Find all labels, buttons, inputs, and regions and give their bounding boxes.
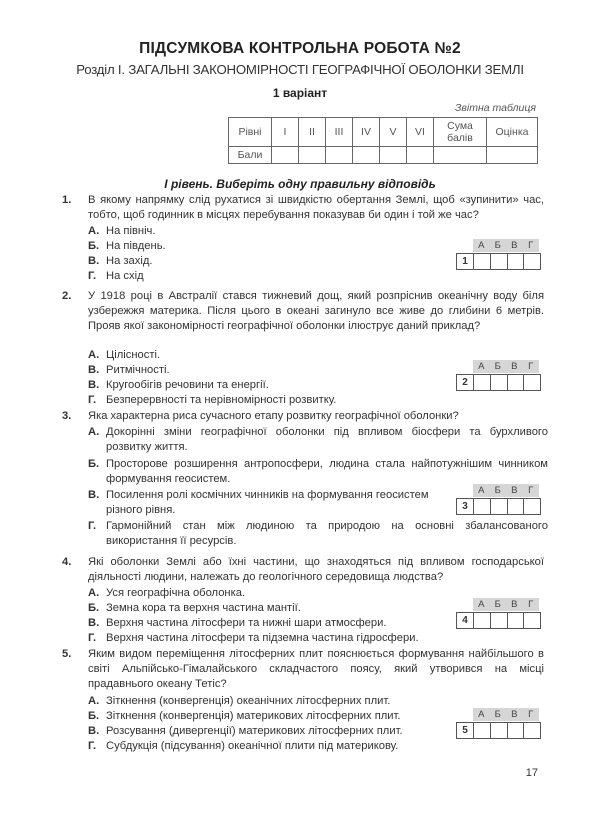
- score-table-header: Рівні: [229, 118, 272, 147]
- option: [88, 488, 448, 518]
- answer-grid-number: 1: [462, 256, 468, 267]
- answer-box-a[interactable]: [473, 499, 490, 514]
- option-text: На північ.: [106, 225, 156, 237]
- option: [88, 378, 269, 393]
- answer-box-v[interactable]: [507, 499, 524, 514]
- score-table-header: IV: [353, 118, 380, 147]
- score-total-cell[interactable]: [434, 147, 487, 164]
- grid-letter: В: [511, 709, 518, 720]
- answer-grid-header: [473, 360, 539, 373]
- grid-letter: Б: [494, 240, 501, 251]
- answer-grid-header: [473, 598, 539, 611]
- answer-grid-number: 3: [462, 501, 468, 512]
- answer-box-g[interactable]: [523, 613, 540, 628]
- level-heading: І рівень. Виберіть одну правильну відповідь: [164, 177, 436, 191]
- option-letter: А.: [88, 587, 100, 599]
- option: [88, 631, 419, 646]
- section-subtitle: Розділ І. ЗАГАЛЬНІ ЗАКОНОМІРНОСТІ ГЕОГРАФІЧНОЇ ОБОЛОНКИ ЗЕМЛІ: [76, 62, 524, 77]
- option-letter: Г.: [88, 740, 97, 752]
- grid-letter: А: [478, 709, 485, 720]
- answer-grid-header: [473, 708, 539, 721]
- option-text: Земна кора та верхня частина мантії.: [106, 602, 301, 614]
- grid-letter: В: [511, 485, 518, 496]
- option: [88, 393, 336, 408]
- option-text: Розсування (дивергенції) материкових літосферних плит.: [106, 725, 403, 737]
- question-number: 5.: [62, 648, 72, 660]
- option: [88, 425, 548, 455]
- option: [88, 269, 144, 284]
- option-letter: А.: [88, 225, 100, 237]
- option: [88, 224, 156, 239]
- answer-grid-4: [456, 598, 540, 630]
- option-letter: Г.: [88, 270, 97, 282]
- option: [88, 254, 152, 269]
- answer-box-a[interactable]: [473, 613, 490, 628]
- option: [88, 739, 398, 754]
- answer-box-a[interactable]: [473, 254, 490, 269]
- option: [88, 601, 301, 616]
- option: [88, 239, 166, 254]
- answer-box-g[interactable]: [523, 723, 540, 738]
- question-1: [62, 193, 544, 223]
- answer-box-g[interactable]: [523, 254, 540, 269]
- question-text: Яка характерна риса сучасного етапу розвитку географічної оболонки?: [88, 410, 459, 422]
- question-3: [62, 409, 544, 424]
- grid-letter: А: [478, 361, 485, 372]
- option-letter: А.: [88, 349, 100, 361]
- score-table-header: ІІ: [299, 118, 326, 147]
- answer-grid-1: [456, 239, 540, 271]
- option-letter: А.: [88, 426, 100, 438]
- option-text: Уся географічна оболонка.: [106, 587, 246, 599]
- grid-letter: Б: [494, 709, 501, 720]
- grid-letter: А: [478, 485, 485, 496]
- grid-letter: Г: [528, 485, 534, 496]
- answer-grid-3: [456, 484, 540, 516]
- answer-grid-2: [456, 360, 540, 392]
- score-cell[interactable]: [272, 147, 299, 164]
- option-letter: В.: [88, 489, 100, 501]
- question-number: 4.: [62, 556, 72, 568]
- option-text: На захід.: [106, 255, 153, 267]
- answer-box-b[interactable]: [490, 254, 507, 269]
- page-number: 17: [525, 767, 538, 779]
- option-letter: Б.: [88, 458, 100, 470]
- score-cell[interactable]: [380, 147, 407, 164]
- option-text: На схід: [106, 270, 144, 282]
- score-table-header: Оцінка: [487, 118, 538, 147]
- option-letter: В.: [88, 725, 100, 737]
- option-letter: В.: [88, 379, 100, 391]
- question-4: [62, 555, 544, 585]
- option-letter: В.: [88, 617, 100, 629]
- score-table-header: Сума балів: [434, 118, 487, 147]
- grid-letter: Б: [494, 485, 501, 496]
- option: [88, 348, 160, 363]
- grade-cell[interactable]: [487, 147, 538, 164]
- option-letter: Г.: [88, 520, 97, 532]
- score-table-header: ІІІ: [326, 118, 353, 147]
- page-title: ПІДСУМКОВА КОНТРОЛЬНА РОБОТА №2: [139, 40, 461, 57]
- option-letter: В.: [88, 364, 100, 376]
- answer-box-b[interactable]: [490, 499, 507, 514]
- option-letter: Г.: [88, 632, 97, 644]
- grid-letter: Г: [528, 599, 534, 610]
- score-table-caption: Звітна таблиця: [454, 102, 536, 114]
- question-2: [62, 289, 544, 335]
- option: [88, 724, 403, 739]
- score-cell[interactable]: [353, 147, 380, 164]
- option: [88, 586, 245, 601]
- score-cell[interactable]: [407, 147, 434, 164]
- question-text: В якому напрямку слід рухатися зі швидкістю обертання Землі, щоб «зупинити» час, тобто, щоб годинник в місцях перебування показував би один і той же час?: [88, 194, 544, 222]
- option-text: Безперервності та нерівномірності розвитку.: [106, 394, 337, 406]
- answer-grid-5: [456, 708, 540, 740]
- option-text: Кругообігів речовини та енергії.: [106, 379, 269, 391]
- answer-box-a[interactable]: [473, 723, 490, 738]
- grid-letter: В: [511, 361, 518, 372]
- option-letter: А.: [88, 695, 100, 707]
- option-letter: Б.: [88, 602, 100, 614]
- answer-box-g[interactable]: [523, 375, 540, 390]
- option-text: Зіткнення (конвергенція) материкових літосферних плит.: [106, 710, 401, 722]
- option-text: Субдукція (підсування) океанічної плити під материкову.: [106, 740, 399, 752]
- option-letter: Б.: [88, 240, 100, 252]
- option-text: Докорінні зміни географічної оболонки під впливом біосфери та бурхливого розвитку життя.: [106, 426, 548, 454]
- grid-letter: В: [511, 240, 518, 251]
- option: [88, 694, 390, 709]
- question-5: [62, 647, 544, 693]
- option-text: Гармонійний стан між людиною та природою на основні збалансованого використання її ресурсів.: [106, 520, 548, 548]
- grid-letter: Г: [528, 240, 534, 251]
- score-table-header: VI: [407, 118, 434, 147]
- answer-grid-number: 2: [462, 377, 468, 388]
- grid-letter: Б: [494, 361, 501, 372]
- answer-grid-header: [473, 484, 539, 497]
- grid-letter: Б: [494, 599, 501, 610]
- option-text: Просторове розширення антропосфери, людина стала найпотужнішим чинником формування геосистем.: [106, 458, 548, 486]
- question-text: Яким видом переміщення літосферних плит пояснюється формування найбільшого в світі Альпійсько-Гімалайського складчастого поясу, який утворився на місці прадавнього океану Тетіс?: [88, 648, 544, 691]
- answer-box-b[interactable]: [490, 613, 507, 628]
- option-text: Посилення ролі космічних чинників на формування геосистем різного рівня.: [106, 489, 429, 517]
- answer-grid-number: 4: [462, 615, 468, 626]
- grid-letter: А: [478, 599, 485, 610]
- option: [88, 457, 548, 487]
- option-letter: Б.: [88, 710, 100, 722]
- grid-letter: Г: [528, 709, 534, 720]
- answer-box-b[interactable]: [490, 723, 507, 738]
- score-table-header: V: [380, 118, 407, 147]
- variant-label: 1 варіант: [272, 86, 328, 100]
- option-text: Цілісності.: [106, 349, 161, 361]
- answer-box-v[interactable]: [507, 254, 524, 269]
- answer-box-v[interactable]: [507, 723, 524, 738]
- score-table-header: І: [272, 118, 299, 147]
- option: [88, 709, 401, 724]
- option-text: Ритмічності.: [106, 364, 170, 376]
- grid-letter: Г: [528, 361, 534, 372]
- score-table: [228, 117, 538, 164]
- score-cell[interactable]: [299, 147, 326, 164]
- question-number: 2.: [62, 290, 72, 302]
- score-table-row-label: Бали: [229, 147, 272, 164]
- option-text: Верхня частина літосфери та нижні шари атмосфери.: [106, 617, 387, 629]
- option-text: Зіткнення (конвергенція) океанічних літосферних плит.: [106, 695, 391, 707]
- option: [88, 519, 548, 549]
- option-letter: В.: [88, 255, 100, 267]
- answer-box-g[interactable]: [523, 499, 540, 514]
- grid-letter: А: [478, 240, 485, 251]
- question-number: 3.: [62, 410, 72, 422]
- answer-box-a[interactable]: [473, 375, 490, 390]
- grid-letter: В: [511, 599, 518, 610]
- question-text: У 1918 році в Австралії стався тижневий дощ, який розпріснив океанічну воду біля узбережжя материка. Після цього в океані загинуло все живе до глибини 6 метрів. Прояв якої закономірності географічної оболонки ілюструє даний приклад?: [88, 290, 544, 333]
- option-text: На південь.: [106, 240, 166, 252]
- question-text: Які оболонки Землі або їхні частини, що знаходяться під впливом господарської діяльності людини, належать до геологічного середовища людства?: [88, 556, 544, 584]
- answer-box-v[interactable]: [507, 375, 524, 390]
- option: [88, 616, 386, 631]
- option-text: Верхня частина літосфери та підземна частина гідросфери.: [106, 632, 419, 644]
- question-number: 1.: [62, 194, 72, 206]
- option-letter: Г.: [88, 394, 97, 406]
- answer-grid-number: 5: [462, 725, 468, 736]
- option: [88, 363, 170, 378]
- answer-grid-header: [473, 239, 539, 252]
- answer-box-b[interactable]: [490, 375, 507, 390]
- answer-box-v[interactable]: [507, 613, 524, 628]
- score-cell[interactable]: [326, 147, 353, 164]
